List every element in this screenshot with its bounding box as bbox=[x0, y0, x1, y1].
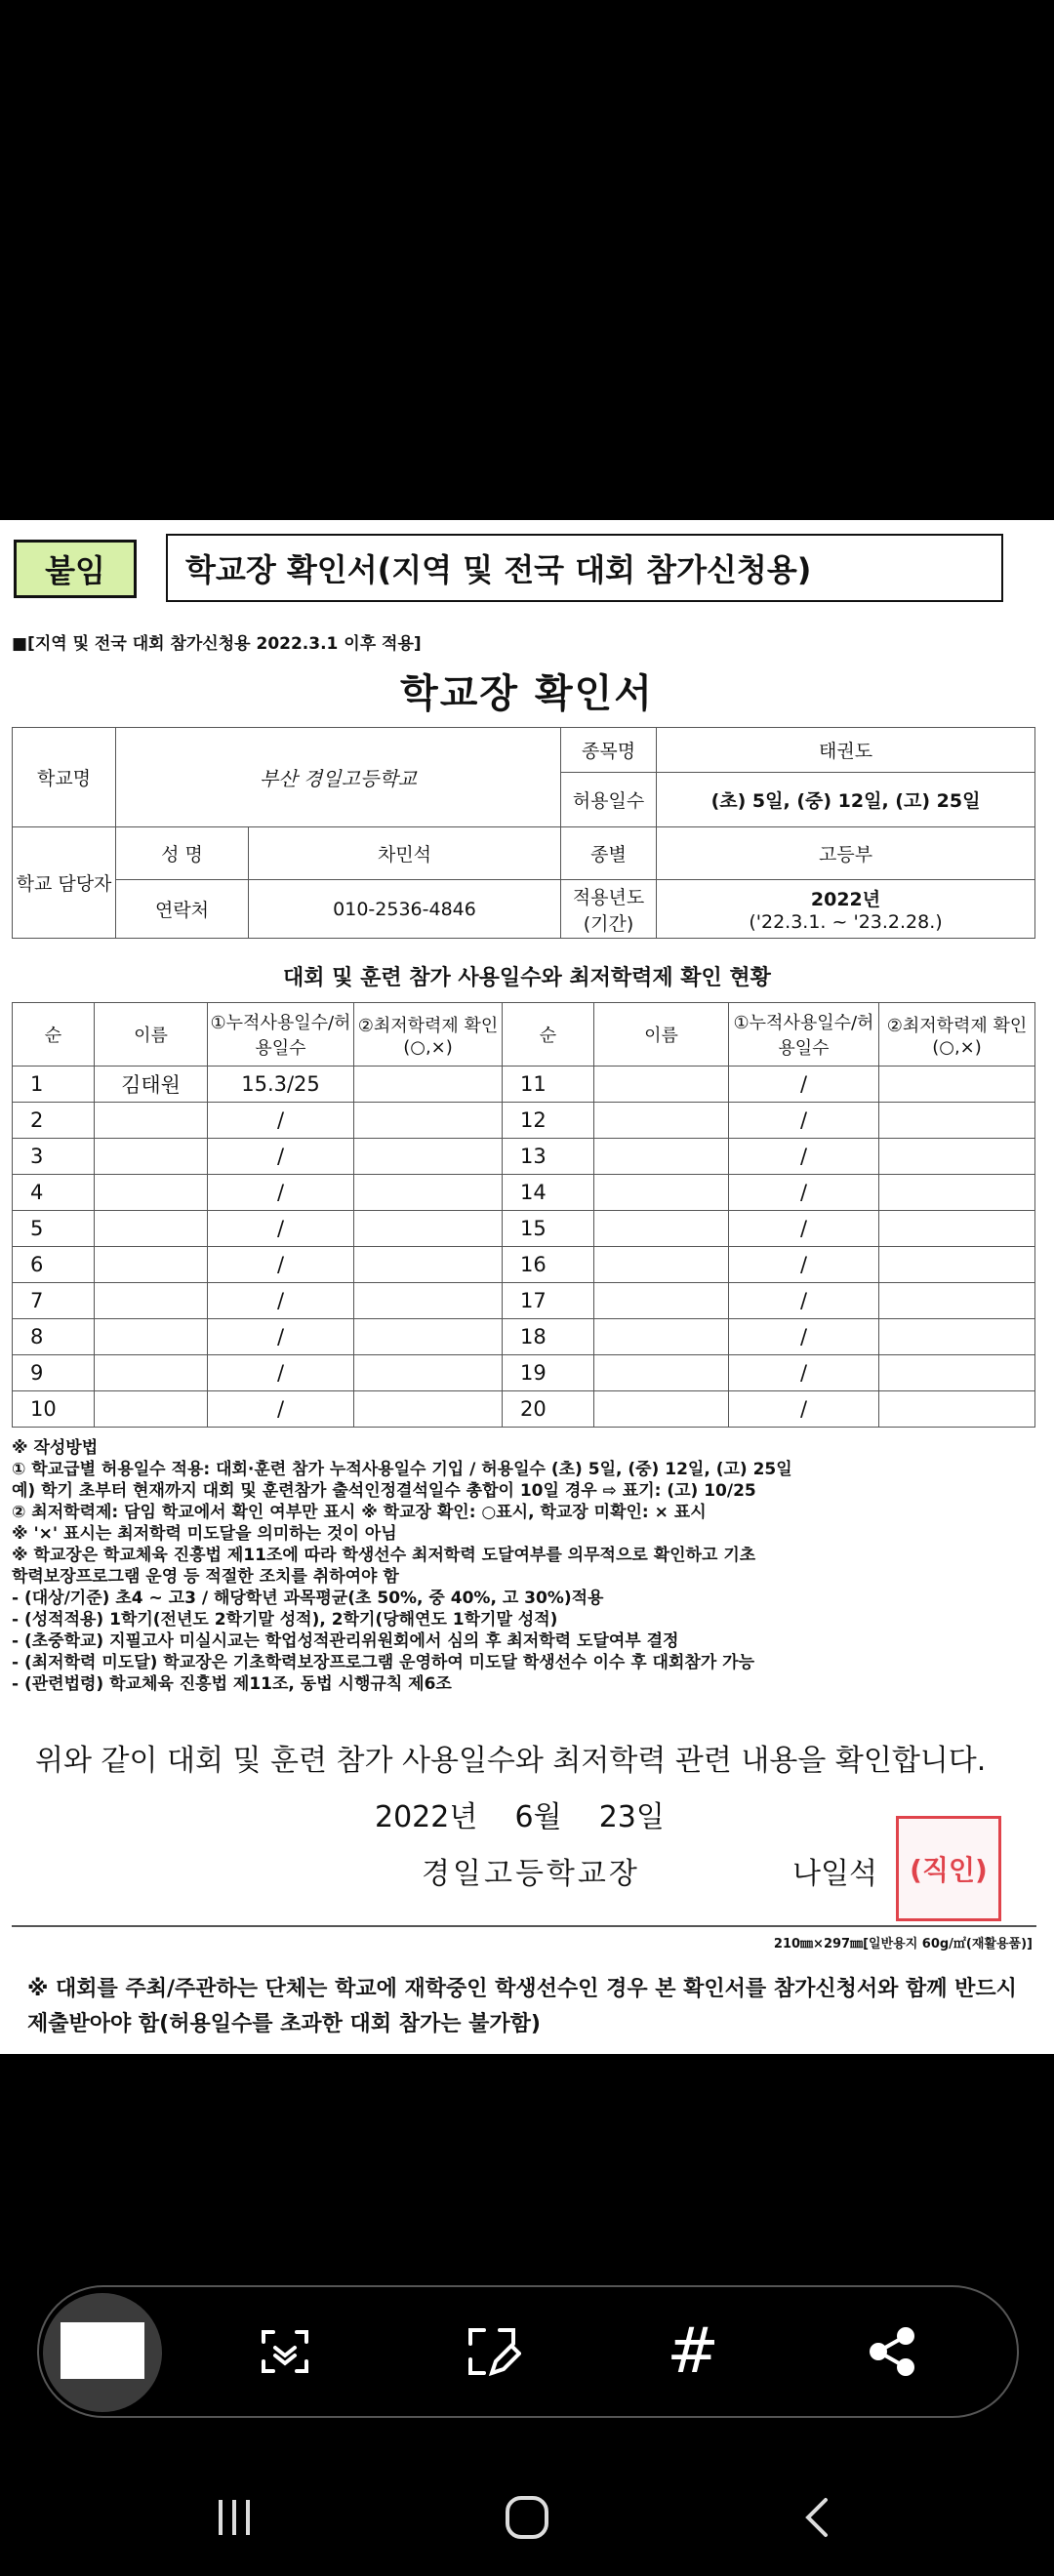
row-no: 18 bbox=[503, 1319, 594, 1355]
row-min bbox=[354, 1211, 503, 1247]
header-name: 이름 bbox=[95, 1003, 208, 1067]
row-no: 5 bbox=[13, 1211, 95, 1247]
row-name bbox=[594, 1211, 729, 1247]
row-min bbox=[879, 1067, 1035, 1103]
contact-label: 연락처 bbox=[116, 880, 249, 939]
confirm-text: 위와 같이 대회 및 훈련 참가 사용일수와 최저학력 관련 내용을 확인합니다. bbox=[35, 1744, 987, 1778]
instruction-line: 학력보장프로그램 운영 등 적절한 조치를 취하여야 함 bbox=[12, 1567, 399, 1587]
row-no: 19 bbox=[503, 1355, 594, 1391]
year-value: 2022년 bbox=[810, 889, 881, 910]
row-no: 10 bbox=[13, 1391, 95, 1428]
row-name bbox=[594, 1067, 729, 1103]
date bbox=[375, 1792, 665, 1835]
row-days: / bbox=[729, 1175, 879, 1211]
document-image bbox=[0, 520, 1054, 2054]
instruction-line: ※ '×' 표시는 최저학력 미도달을 의미하는 것이 아님 bbox=[12, 1524, 397, 1544]
row-name bbox=[95, 1103, 208, 1139]
row-name bbox=[594, 1391, 729, 1428]
row-min bbox=[354, 1283, 503, 1319]
row-days: / bbox=[729, 1247, 879, 1283]
table-row bbox=[13, 1139, 1035, 1175]
name-label: 성 명 bbox=[116, 827, 249, 880]
top-title: 학교장 확인서(지역 및 전국 대회 참가신청용) bbox=[166, 534, 1003, 602]
row-min bbox=[879, 1103, 1035, 1139]
header-days-2: ①누적사용일수/허용일수 bbox=[729, 1003, 879, 1067]
row-name bbox=[95, 1283, 208, 1319]
paper-note: 210㎜×297㎜[일반용지 60g/㎡(재활용품)] bbox=[773, 1937, 1033, 1952]
row-min bbox=[879, 1319, 1035, 1355]
divider bbox=[12, 1925, 1036, 1927]
row-name bbox=[594, 1175, 729, 1211]
scan-icon[interactable] bbox=[250, 2316, 320, 2387]
row-no: 17 bbox=[503, 1283, 594, 1319]
date-day: 23일 bbox=[598, 1800, 665, 1834]
header-days: ①누적사용일수/허용일수 bbox=[208, 1003, 354, 1067]
header-no-2: 순 bbox=[503, 1003, 594, 1067]
period-value: ('22.3.1. ~ '23.2.28.) bbox=[749, 911, 943, 933]
date-month: 6월 bbox=[514, 1800, 562, 1834]
row-name bbox=[594, 1103, 729, 1139]
row-min bbox=[879, 1391, 1035, 1428]
row-min bbox=[354, 1391, 503, 1428]
allowed-value: (초) 5일, (중) 12일, (고) 25일 bbox=[657, 773, 1035, 827]
table-row bbox=[13, 1211, 1035, 1247]
event-value: 태권도 bbox=[657, 728, 1035, 773]
row-min bbox=[879, 1211, 1035, 1247]
event-label: 종목명 bbox=[561, 728, 657, 773]
row-no: 16 bbox=[503, 1247, 594, 1283]
info-table bbox=[12, 727, 1035, 939]
row-no: 13 bbox=[503, 1139, 594, 1175]
table-row bbox=[13, 1175, 1035, 1211]
category-label: 종별 bbox=[561, 827, 657, 880]
row-name bbox=[594, 1139, 729, 1175]
section-title: 대회 및 훈련 참가 사용일수와 최저학력제 확인 현황 bbox=[283, 966, 771, 990]
row-days: / bbox=[729, 1319, 879, 1355]
row-days: / bbox=[729, 1139, 879, 1175]
table-row bbox=[13, 1391, 1035, 1428]
row-name bbox=[95, 1175, 208, 1211]
row-no: 9 bbox=[13, 1355, 95, 1391]
row-min bbox=[354, 1355, 503, 1391]
row-name bbox=[594, 1247, 729, 1283]
row-days: / bbox=[208, 1247, 354, 1283]
row-no: 11 bbox=[503, 1067, 594, 1103]
row-name: 김태원 bbox=[95, 1067, 208, 1103]
official-seal: (직인) bbox=[896, 1816, 1001, 1921]
row-name bbox=[95, 1355, 208, 1391]
edit-icon[interactable] bbox=[457, 2316, 527, 2387]
thumbnail-button[interactable] bbox=[43, 2293, 162, 2412]
header-min-2: ②최저학력제 확인(○,×) bbox=[879, 1003, 1035, 1067]
instruction-line: ② 최저학력제: 담임 학교에서 확인 여부만 표시 ※ 학교장 확인: ○표시, 학교장 미확인: × 표시 bbox=[12, 1503, 707, 1522]
row-no: 2 bbox=[13, 1103, 95, 1139]
row-name bbox=[594, 1319, 729, 1355]
school-principal-title: 경일고등학교장 bbox=[422, 1857, 640, 1891]
row-name bbox=[594, 1283, 729, 1319]
row-min bbox=[879, 1247, 1035, 1283]
row-no: 4 bbox=[13, 1175, 95, 1211]
row-no: 12 bbox=[503, 1103, 594, 1139]
instruction-line: 예) 학기 초부터 현재까지 대회 및 훈련참가 출석인정결석일수 총합이 10일 경우 ⇨ 표기: (고) 10/25 bbox=[12, 1481, 756, 1501]
category-value: 고등부 bbox=[657, 827, 1035, 880]
thumbnail-image bbox=[61, 2322, 144, 2379]
document-title: 학교장 확인서 bbox=[400, 671, 654, 716]
year-label: 적용년도 (기간) bbox=[561, 880, 657, 939]
row-no: 6 bbox=[13, 1247, 95, 1283]
attachment-badge: 붙임 bbox=[14, 540, 137, 598]
row-no: 3 bbox=[13, 1139, 95, 1175]
row-days: / bbox=[208, 1139, 354, 1175]
row-days: / bbox=[208, 1319, 354, 1355]
row-min bbox=[879, 1175, 1035, 1211]
instruction-line: - (초중학교) 지필고사 미실시교는 학업성적관리위원회에서 심의 후 최저학력 도달여부 결정 bbox=[12, 1631, 679, 1651]
row-days: / bbox=[729, 1391, 879, 1428]
share-icon[interactable] bbox=[857, 2316, 927, 2387]
row-days: / bbox=[729, 1067, 879, 1103]
row-days: / bbox=[208, 1283, 354, 1319]
usage-table bbox=[12, 1002, 1035, 1428]
header-min: ②최저학력제 확인(○,×) bbox=[354, 1003, 503, 1067]
instruction-line: - (대상/기준) 초4 ~ 고3 / 해당학년 과목평균(초 50%, 중 40%, 고 30%)적용 bbox=[12, 1589, 604, 1608]
instruction-line: - (성적적용) 1학기(전년도 2학기말 성적), 2학기(당해연도 1학기말 성적) bbox=[12, 1610, 558, 1630]
row-days: / bbox=[208, 1175, 354, 1211]
table-row bbox=[13, 1067, 1035, 1103]
row-no: 8 bbox=[13, 1319, 95, 1355]
principal-name: 나일석 bbox=[792, 1857, 877, 1891]
footnote: ※ 대회를 주최/주관하는 단체는 학교에 재학중인 학생선수인 경우 본 확인서를 참가신청서와 함께 반드시 제출받아야 함(허용일수를 초과한 대회 참가는 불가함) bbox=[27, 1977, 1017, 2036]
allowed-label: 허용일수 bbox=[561, 773, 657, 827]
table-row bbox=[13, 1103, 1035, 1139]
row-name bbox=[95, 1319, 208, 1355]
school-label: 학교명 bbox=[13, 728, 116, 827]
instruction-line: ※ 작성방법 bbox=[12, 1438, 99, 1458]
row-name bbox=[95, 1139, 208, 1175]
year-cell bbox=[657, 880, 1035, 939]
name-value: 차민석 bbox=[249, 827, 561, 880]
row-no: 15 bbox=[503, 1211, 594, 1247]
row-name bbox=[95, 1211, 208, 1247]
row-days: / bbox=[208, 1355, 354, 1391]
row-days: / bbox=[729, 1103, 879, 1139]
instruction-line: - (관련법령) 학교체육 진흥법 제11조, 동법 시행규칙 제6조 bbox=[12, 1674, 452, 1694]
header-no: 순 bbox=[13, 1003, 95, 1067]
table-row bbox=[13, 1283, 1035, 1319]
instructions bbox=[12, 1437, 1036, 1695]
apply-note: ■[지역 및 전국 대회 참가신청용 2022.3.1 이후 적용] bbox=[12, 634, 422, 654]
row-min bbox=[354, 1139, 503, 1175]
row-min bbox=[354, 1247, 503, 1283]
row-min bbox=[879, 1283, 1035, 1319]
row-min bbox=[879, 1355, 1035, 1391]
row-no: 1 bbox=[13, 1067, 95, 1103]
row-days: / bbox=[208, 1103, 354, 1139]
row-min bbox=[354, 1319, 503, 1355]
home-icon[interactable] bbox=[488, 2478, 566, 2556]
manager-label: 학교 담당자 bbox=[13, 827, 116, 939]
row-name bbox=[594, 1355, 729, 1391]
row-no: 20 bbox=[503, 1391, 594, 1428]
table-row bbox=[13, 1247, 1035, 1283]
back-icon[interactable] bbox=[781, 2478, 859, 2556]
row-days: / bbox=[208, 1391, 354, 1428]
row-name bbox=[95, 1247, 208, 1283]
row-min bbox=[354, 1067, 503, 1103]
instruction-line: ① 학교급별 허용일수 적용: 대회·훈련 참가 누적사용일수 기입 / 허용일수 (초) 5일, (중) 12일, (고) 25일 bbox=[12, 1460, 792, 1479]
instruction-line: - (최저학력 미도달) 학교장은 기초학력보장프로그램 운영하여 미도달 학생선수 이수 후 대회참가 가능 bbox=[12, 1653, 754, 1672]
row-no: 14 bbox=[503, 1175, 594, 1211]
hashtag-icon[interactable]: # bbox=[667, 2315, 719, 2388]
image-toolbar bbox=[37, 2285, 1019, 2418]
table-row bbox=[13, 1319, 1035, 1355]
row-min bbox=[879, 1139, 1035, 1175]
row-days: 15.3/25 bbox=[208, 1067, 354, 1103]
date-year: 2022년 bbox=[375, 1800, 478, 1834]
header-name-2: 이름 bbox=[594, 1003, 729, 1067]
recent-apps-icon[interactable] bbox=[195, 2478, 273, 2556]
instruction-line: ※ 학교장은 학교체육 진흥법 제11조에 따라 학생선수 최저학력 도달여부를 의무적으로 확인하고 기초 bbox=[12, 1546, 756, 1565]
table-row bbox=[13, 1355, 1035, 1391]
row-no: 7 bbox=[13, 1283, 95, 1319]
row-min bbox=[354, 1103, 503, 1139]
contact-value: 010-2536-4846 bbox=[249, 880, 561, 939]
row-name bbox=[95, 1391, 208, 1428]
row-days: / bbox=[729, 1283, 879, 1319]
row-min bbox=[354, 1175, 503, 1211]
row-days: / bbox=[729, 1355, 879, 1391]
row-days: / bbox=[208, 1211, 354, 1247]
row-days: / bbox=[729, 1211, 879, 1247]
school-value: 부산 경일고등학교 bbox=[116, 728, 561, 827]
